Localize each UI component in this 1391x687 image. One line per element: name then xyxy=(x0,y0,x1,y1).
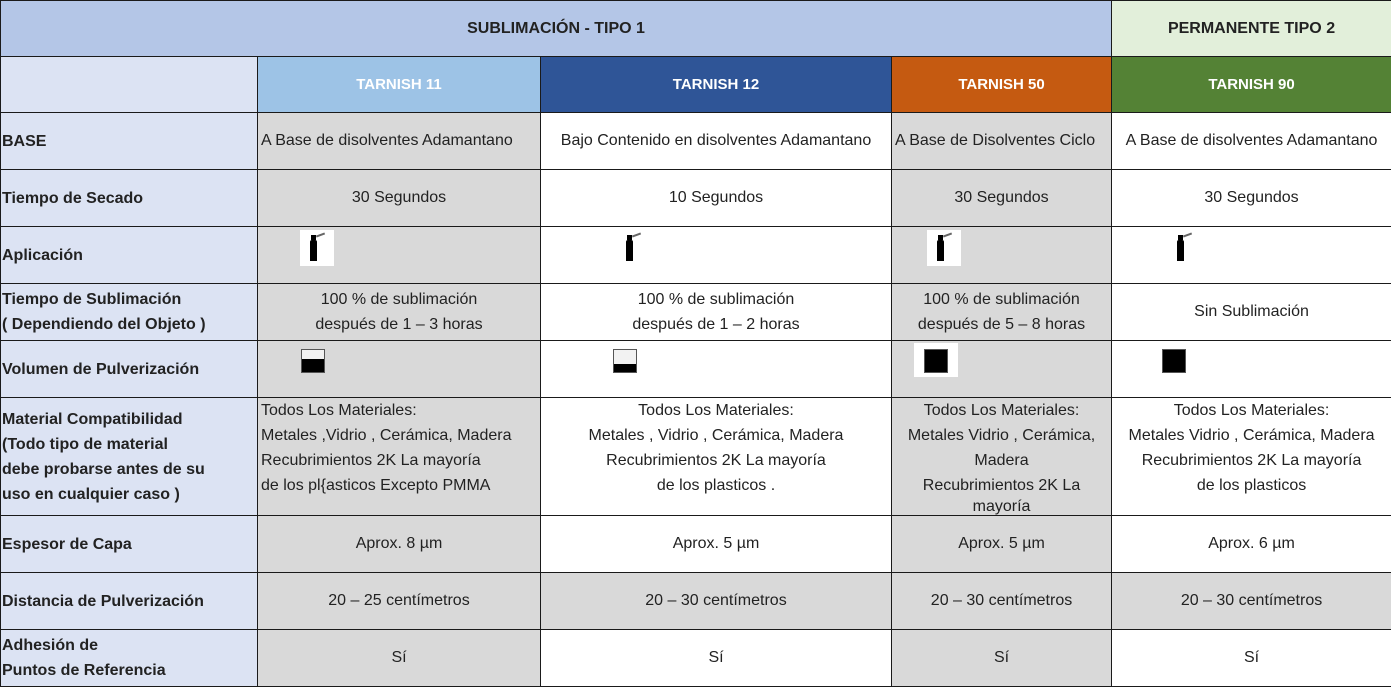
value-line: Recubrimientos 2K La mayoría xyxy=(541,448,891,473)
layer-thickness-value: Aprox. 8 µm xyxy=(258,516,541,573)
sublimation-time-value xyxy=(258,284,541,341)
row-label-line: debe probarse antes de su xyxy=(2,457,257,482)
spray-volume-cell xyxy=(892,341,1112,398)
base-value: A Base de disolventes Adamantano xyxy=(1112,113,1391,170)
product-header-tarnish-90: TARNISH 90 xyxy=(1112,57,1391,113)
value-line: Todos Los Materiales: xyxy=(541,398,891,423)
row-sublimation-time xyxy=(1,284,1391,341)
group-header-row xyxy=(1,1,1391,57)
sublimation-time-value xyxy=(541,284,892,341)
base-value: A Base de disolventes Adamantano xyxy=(258,113,541,170)
material-compatibility-value xyxy=(892,398,1112,516)
spray-distance-value: 20 – 25 centímetros xyxy=(258,573,541,630)
drying-time-value: 30 Segundos xyxy=(892,170,1112,227)
volume-fill xyxy=(925,350,947,372)
value-line: Todos Los Materiales: xyxy=(261,398,540,423)
volume-fill xyxy=(614,364,636,372)
row-spray-distance xyxy=(1,573,1391,630)
value-line: Recubrimientos 2K La mayoría xyxy=(261,448,540,473)
row-label-material-compatibility xyxy=(1,398,258,516)
row-label-line: Tiempo de Sublimación xyxy=(2,287,257,312)
row-label-sublimation-time xyxy=(1,284,258,341)
spray-can-icon xyxy=(616,230,650,266)
row-label-line: (Todo tipo de material xyxy=(2,432,257,457)
row-label-drying-time: Tiempo de Secado xyxy=(1,170,258,227)
value-line: Sin Sublimación xyxy=(1112,303,1391,321)
value-line: Recubrimientos 2K La mayoría xyxy=(1112,448,1391,473)
spray-distance-value: 20 – 30 centímetros xyxy=(1112,573,1391,630)
empty-corner-cell xyxy=(1,57,258,113)
product-header-tarnish-11: TARNISH 11 xyxy=(258,57,541,113)
drying-time-value: 30 Segundos xyxy=(1112,170,1391,227)
group-header-permanent: PERMANENTE TIPO 2 xyxy=(1112,1,1391,57)
row-drying-time xyxy=(1,170,1391,227)
spray-can-icon xyxy=(1167,230,1201,266)
layer-thickness-value: Aprox. 6 µm xyxy=(1112,516,1391,573)
spray-volume-icon xyxy=(301,349,325,373)
adhesion-value: Sí xyxy=(1112,630,1391,687)
spray-volume-icon xyxy=(1162,349,1186,373)
row-base xyxy=(1,113,1391,170)
drying-time-value: 30 Segundos xyxy=(258,170,541,227)
group-header-sublimation: SUBLIMACIÓN - TIPO 1 xyxy=(1,1,1112,57)
application-cell xyxy=(1112,227,1391,284)
spray-can-icon xyxy=(300,230,334,266)
spray-can-icon xyxy=(927,230,961,266)
sublimation-time-value xyxy=(1112,284,1391,341)
value-line: mayoría xyxy=(892,498,1111,515)
row-label-spray-volume: Volumen de Pulverización xyxy=(1,341,258,398)
application-cell xyxy=(541,227,892,284)
value-line: Metales ,Vidrio , Cerámica, Madera xyxy=(261,423,540,448)
value-line: después de 1 – 3 horas xyxy=(258,312,540,337)
value-line: Metales Vidrio , Cerámica, xyxy=(892,423,1111,448)
row-label-line: uso en cualquier caso ) xyxy=(2,482,257,507)
spray-distance-value: 20 – 30 centímetros xyxy=(541,573,892,630)
row-label-adhesion xyxy=(1,630,258,687)
product-header-tarnish-12: TARNISH 12 xyxy=(541,57,892,113)
row-label-line: ( Dependiendo del Objeto ) xyxy=(2,312,257,337)
sublimation-time-value xyxy=(892,284,1112,341)
value-line: Madera xyxy=(892,448,1111,473)
row-application xyxy=(1,227,1391,284)
value-line: 100 % de sublimación xyxy=(258,287,540,312)
application-cell xyxy=(258,227,541,284)
volume-fill xyxy=(302,359,324,372)
row-spray-volume xyxy=(1,341,1391,398)
layer-thickness-value: Aprox. 5 µm xyxy=(892,516,1112,573)
row-label-base: BASE xyxy=(1,113,258,170)
base-value: Bajo Contenido en disolventes Adamantano xyxy=(541,113,892,170)
row-label-line: Adhesión de xyxy=(2,633,257,658)
base-value: A Base de Disolventes Ciclo xyxy=(892,113,1112,170)
spray-volume-icon xyxy=(613,349,637,373)
value-line: Metales Vidrio , Cerámica, Madera xyxy=(1112,423,1391,448)
material-compatibility-value xyxy=(1112,398,1391,516)
spray-distance-value: 20 – 30 centímetros xyxy=(892,573,1112,630)
row-adhesion xyxy=(1,630,1391,687)
volume-fill xyxy=(1163,350,1185,372)
value-line: después de 5 – 8 horas xyxy=(892,312,1111,337)
value-line: de los pl{asticos Excepto PMMA xyxy=(261,473,540,498)
application-cell xyxy=(892,227,1112,284)
value-line: Todos Los Materiales: xyxy=(1112,398,1391,423)
product-header-row xyxy=(1,57,1391,113)
drying-time-value: 10 Segundos xyxy=(541,170,892,227)
value-line: Metales , Vidrio , Cerámica, Madera xyxy=(541,423,891,448)
row-label-line: Puntos de Referencia xyxy=(2,658,257,683)
adhesion-value: Sí xyxy=(892,630,1112,687)
adhesion-value: Sí xyxy=(258,630,541,687)
material-compatibility-value xyxy=(258,398,541,516)
spray-volume-cell xyxy=(541,341,892,398)
row-label-line: Material Compatibilidad xyxy=(2,407,257,432)
value-line: después de 1 – 2 horas xyxy=(541,312,891,337)
row-layer-thickness xyxy=(1,516,1391,573)
spray-volume-cell xyxy=(1112,341,1391,398)
value-line: 100 % de sublimación xyxy=(892,287,1111,312)
layer-thickness-value: Aprox. 5 µm xyxy=(541,516,892,573)
spray-volume-icon xyxy=(924,349,948,373)
value-line: Todos Los Materiales: xyxy=(892,398,1111,423)
row-label-spray-distance: Distancia de Pulverización xyxy=(1,573,258,630)
value-line: 100 % de sublimación xyxy=(541,287,891,312)
product-header-tarnish-50: TARNISH 50 xyxy=(892,57,1112,113)
adhesion-value: Sí xyxy=(541,630,892,687)
value-line: Recubrimientos 2K La xyxy=(892,473,1111,498)
row-label-layer-thickness: Espesor de Capa xyxy=(1,516,258,573)
row-material-compatibility xyxy=(1,398,1391,516)
value-line: de los plasticos xyxy=(1112,473,1391,498)
spray-volume-cell xyxy=(258,341,541,398)
material-compatibility-value xyxy=(541,398,892,516)
row-label-application: Aplicación xyxy=(1,227,258,284)
value-line: de los plasticos . xyxy=(541,473,891,498)
